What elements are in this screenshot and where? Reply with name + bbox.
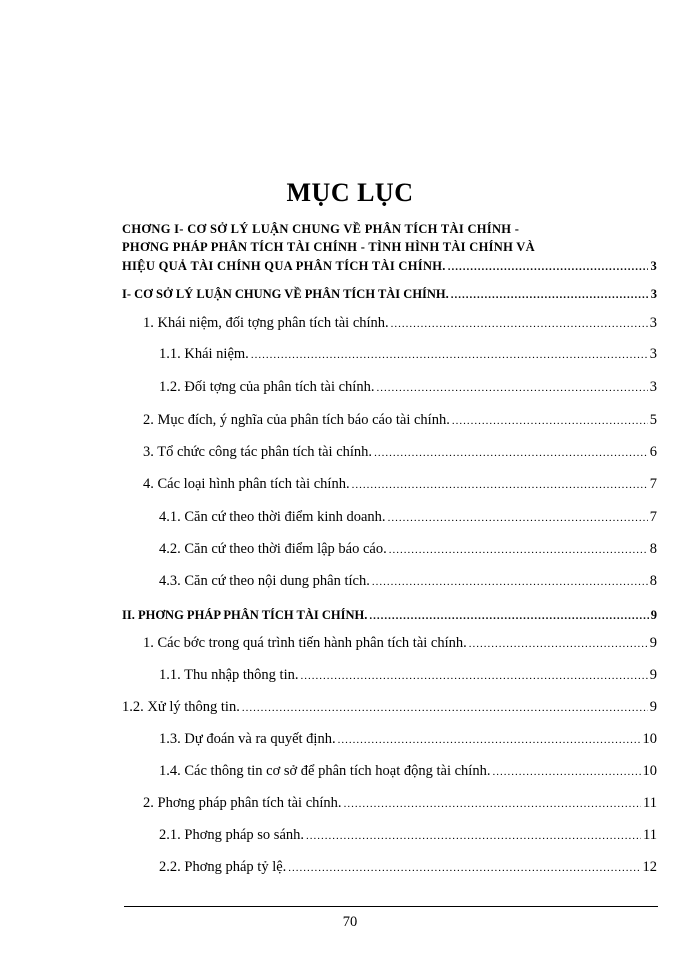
toc-entry-label: 4.3. Căn cứ theo nội dung phân tích. [159, 573, 370, 589]
toc-entry-ii-2[interactable] [143, 793, 657, 814]
toc-entry-1-1[interactable] [159, 344, 657, 365]
dot-leader [492, 762, 640, 782]
toc-entry-4[interactable] [143, 474, 657, 495]
toc-entry-ii-1-4[interactable] [159, 761, 657, 782]
dot-leader [242, 698, 648, 718]
toc-page-number: 3 [650, 259, 657, 273]
toc-entry-label: HIỆU QUẢ TÀI CHÍNH QUA PHÂN TÍCH TÀI CHÍNH. [122, 259, 446, 273]
toc-entry-3[interactable] [143, 442, 657, 463]
dot-leader [301, 666, 648, 686]
toc-entry-label: 3. Tổ chức công tác phân tích tài chính. [143, 444, 373, 460]
toc-page-number: 10 [642, 731, 657, 747]
toc-entry-label: 2. Mục đích, ý nghĩa của phân tích báo cáo tài chính. [143, 412, 450, 428]
chapter-heading-line-2: PHƠNG PHÁP PHÂN TÍCH TÀI CHÍNH - TÌNH HÌNH TÀI CHÍNH VÀ [122, 240, 535, 254]
dot-leader [451, 285, 649, 305]
toc-entry-label: 1.1. Khái niệm. [159, 346, 249, 362]
toc-entry-label: 2. Phơng pháp phân tích tài chính. [143, 795, 342, 811]
toc-page-number: 12 [642, 859, 657, 875]
toc-entry-4-1[interactable] [159, 507, 657, 528]
toc-page-number: 3 [649, 315, 657, 331]
toc-page-number: 9 [649, 699, 657, 715]
dot-leader [288, 858, 640, 878]
dot-leader [352, 475, 648, 495]
toc-page-number: 9 [649, 635, 657, 651]
toc-page-number: 9 [650, 608, 657, 622]
toc-page-number: 3 [649, 346, 657, 362]
toc-page-number: 3 [650, 287, 657, 301]
toc-entry-label: 4. Các loại hình phân tích tài chính. [143, 476, 350, 492]
toc-entry-label: 1.1. Thu nhập thông tin. [159, 667, 299, 683]
toc-page-number: 8 [649, 541, 657, 557]
dot-leader [448, 257, 649, 277]
toc-page-number: 3 [649, 379, 657, 395]
toc-page-number: 8 [649, 573, 657, 589]
toc-entry-label: 4.1. Căn cứ theo thời điểm kinh doanh. [159, 509, 386, 525]
toc-entry-label: 4.2. Căn cứ theo thời điểm lập báo cáo. [159, 541, 387, 557]
toc-page-number: 11 [643, 795, 657, 811]
toc-entry-part-1[interactable] [122, 284, 657, 305]
toc-entry-ii-1-2[interactable] [122, 697, 657, 718]
toc-entry-1[interactable] [143, 313, 657, 334]
dot-leader [374, 443, 648, 463]
dot-leader [469, 634, 648, 654]
toc-entry-label: 1.4. Các thông tin cơ sở để phân tích hoạt động tài chính. [159, 763, 491, 779]
page-title: MỤC LỤC [286, 178, 414, 207]
dot-leader [306, 826, 641, 846]
toc-entry-4-2[interactable] [159, 539, 657, 560]
toc-entry-label: 1.3. Dự đoán và ra quyết định. [159, 731, 336, 747]
toc-entry-part-2[interactable] [122, 605, 657, 626]
toc-entry-ii-2-1[interactable] [159, 825, 657, 846]
footer-divider [124, 906, 658, 907]
toc-entry-label: 2.2. Phơng pháp tỷ lệ. [159, 859, 287, 875]
toc-page-number: 9 [649, 667, 657, 683]
dot-leader [388, 508, 648, 528]
toc-entry-label: 1. Các bớc trong quá trình tiến hành phân tích tài chính. [143, 635, 467, 651]
toc-entry-label: 1. Khái niệm, đối tợng phân tích tài chính. [143, 315, 389, 331]
chapter-heading-line-1: CHƠNG I- CƠ SỞ LÝ LUẬN CHUNG VỀ PHÂN TÍCH TÀI CHÍNH - [122, 222, 520, 236]
toc-entry-label: II. PHƠNG PHÁP PHÂN TÍCH TÀI CHÍNH. [122, 608, 368, 622]
toc-entry-label: I- CƠ SỞ LÝ LUẬN CHUNG VỀ PHÂN TÍCH TÀI CHÍNH. [122, 287, 449, 301]
toc-entry-2[interactable] [143, 410, 657, 431]
toc-page-number: 10 [642, 763, 657, 779]
toc-entry-label: 1.2. Đối tợng của phân tích tài chính. [159, 379, 375, 395]
dot-leader [251, 345, 648, 365]
toc-entry-label: 2.1. Phơng pháp so sánh. [159, 827, 305, 843]
dot-leader [389, 540, 648, 560]
toc-page-number: 11 [643, 827, 657, 843]
toc-entry-4-3[interactable] [159, 571, 657, 592]
chapter-heading [122, 220, 657, 277]
toc-page-number: 7 [649, 509, 657, 525]
toc-page-number: 5 [649, 412, 657, 428]
dot-leader [338, 730, 641, 750]
dot-leader [369, 606, 648, 626]
toc-entry-ii-1-3[interactable] [159, 729, 657, 750]
chapter-heading-line-3[interactable] [122, 256, 657, 277]
toc-entry-1-2[interactable] [159, 377, 657, 398]
footer-page-number: 70 [342, 914, 358, 930]
toc-entry-label: 1.2. Xử lý thông tin. [122, 699, 240, 715]
toc-entry-ii-2-2[interactable] [159, 857, 657, 878]
toc-page-number: 6 [649, 444, 657, 460]
dot-leader [391, 314, 648, 334]
dot-leader [376, 378, 647, 398]
dot-leader [344, 794, 641, 814]
toc-page-number: 7 [649, 476, 657, 492]
dot-leader [372, 572, 648, 592]
dot-leader [452, 411, 648, 431]
toc-entry-ii-1-1[interactable] [159, 665, 657, 686]
toc-entry-ii-1[interactable] [143, 633, 657, 654]
